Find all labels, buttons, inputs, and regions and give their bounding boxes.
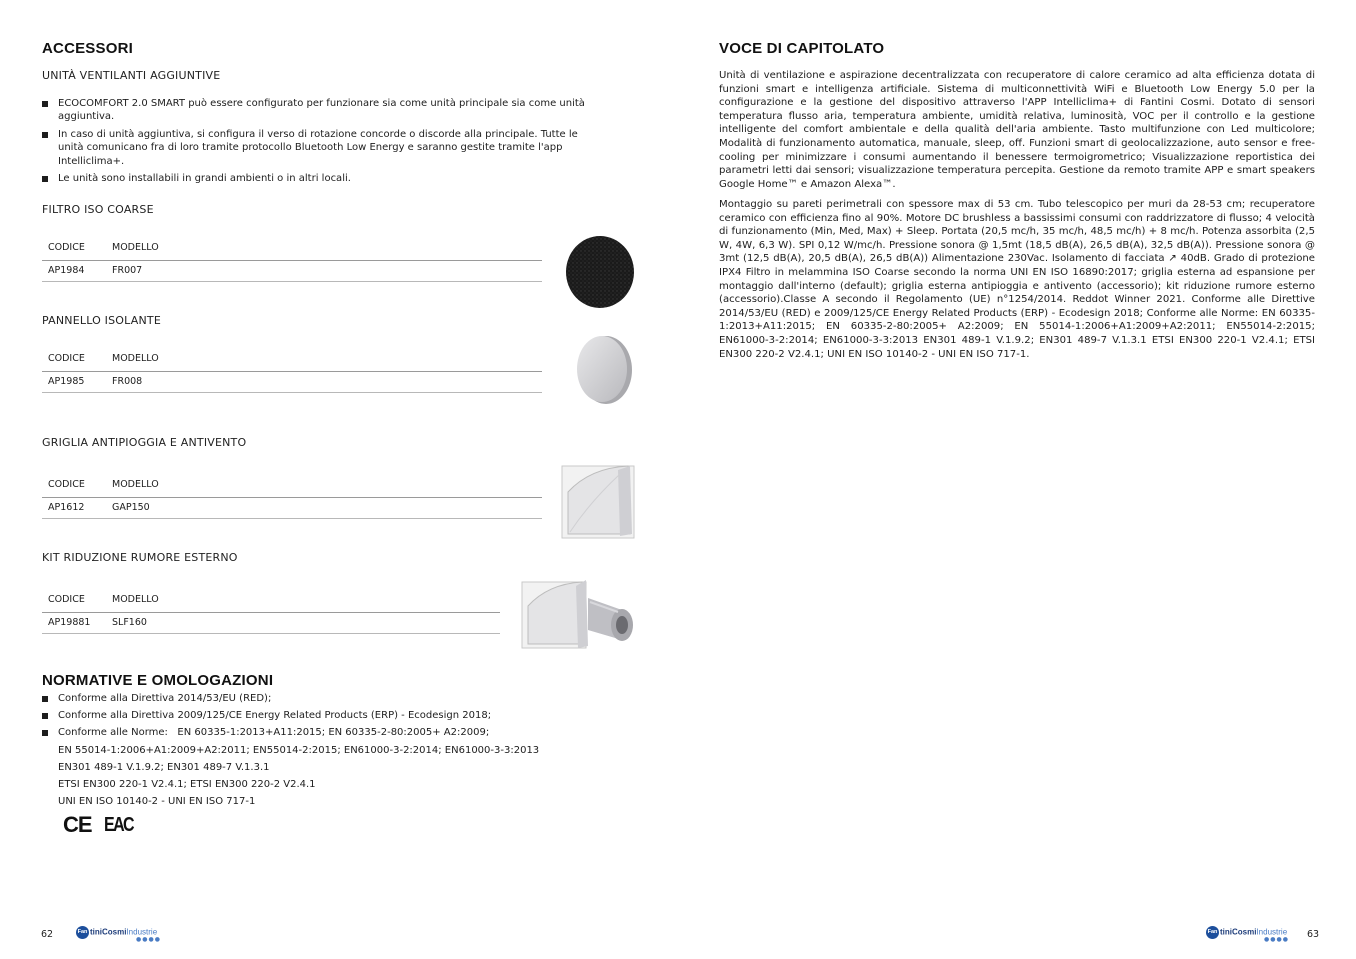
cell-codice: AP1985 xyxy=(48,376,85,387)
rain-grille-image xyxy=(560,462,638,542)
logo-dots-icon: ●●●● xyxy=(1264,936,1289,943)
normative-list xyxy=(42,692,642,743)
table-row xyxy=(42,497,542,519)
fantini-cosmi-logo-left: Fan tiniCosmiIndustrie xyxy=(76,926,157,939)
list-item: In caso di unità aggiuntiva, si configura il verso di rotazione concorde o discorde alla principale. Tutte le unità comunicano fra di loro tramite protocollo Bluetooth Low Energy e saranno gestite tramite l'app Intelliclima+. xyxy=(42,128,602,168)
pannello-table xyxy=(42,347,542,393)
cell-codice: AP1984 xyxy=(48,265,85,276)
eac-mark-icon: EAC xyxy=(104,814,133,836)
table-header xyxy=(42,473,542,497)
col-modello: MODELLO xyxy=(112,242,159,253)
col-codice: CODICE xyxy=(48,479,85,490)
accessori-bullet-list xyxy=(42,97,602,189)
cell-modello: GAP150 xyxy=(112,502,150,513)
noise-kit-image xyxy=(518,576,638,654)
logo-dots-icon: ●●●● xyxy=(136,936,161,943)
section-title-pannello: PANNELLO ISOLANTE xyxy=(42,314,161,327)
voce-capitolato-title: VOCE DI CAPITOLATO xyxy=(719,40,885,57)
normative-title: NORMATIVE E OMOLOGAZIONI xyxy=(42,672,274,689)
table-row xyxy=(42,612,500,634)
page-number-right: 63 xyxy=(1307,929,1320,940)
bullet-square-icon xyxy=(42,713,48,719)
list-item: Conforme alla Direttiva 2009/125/CE Energy Related Products (ERP) - Ecodesign 2018; xyxy=(42,709,642,722)
logo-circle-icon: Fan xyxy=(76,926,89,939)
col-modello: MODELLO xyxy=(112,594,159,605)
cell-codice: AP1612 xyxy=(48,502,85,513)
table-header xyxy=(42,236,542,260)
page-number-left: 62 xyxy=(41,929,54,940)
cell-codice: AP19881 xyxy=(48,617,91,628)
col-codice: CODICE xyxy=(48,594,85,605)
normative-continuation: EN 55014-1:2006+A1:2009+A2:2011; EN55014-2:2015; EN61000-3-2:2014; EN61000-3-3:2013 EN301 489-1 V.1.9.2; EN301 489-7 V.1.3.1 ETSI EN300 220-1 V2.4.1; ETSI EN300 220-2 V2.4.1 UNI EN ISO 10140-2 - UNI EN ISO 717-1 xyxy=(58,745,540,807)
section-title-griglia: GRIGLIA ANTIPIOGGIA E ANTIVENTO xyxy=(42,436,247,449)
logo-circle-icon: Fan xyxy=(1206,926,1219,939)
col-codice: CODICE xyxy=(48,242,85,253)
filter-disc-image xyxy=(560,230,640,312)
section-title-kit: KIT RIDUZIONE RUMORE ESTERNO xyxy=(42,551,238,564)
capitolato-paragraph-2: Montaggio su pareti perimetrali con spessore max di 53 cm. Tubo telescopico per muri da 28-53 cm; recuperatore ceramico con efficienza fino al 90%. Motore DC brushless a bassissimi consumi con raddrizzatore di flusso; 4 velocità di funzionamento (Min, Med, Max) + Sleep. Portata (20,5 mc/h, 35 mc/h, 48,5 mc/h) + 8 mc/h. Potenza assorbita (2,5 W, 4W, 6,3 W). SPI 0,12 W/mc/h. Pressione sonora @ 1,5mt (18,5 dB(A), 26,5 dB(A), 32,5 dB(A)). Pressione sonora @ 3mt (12,5 dB(A), 20,5 dB(A), 26,5 dB(A)) Alimentazione 230Vac. Isolamento di facciata ↗ 40dB. Grado di protezione IPX4 Filtro in melammina ISO Coarse secondo la norma UNI EN ISO 16890:2017; griglia esterna ad espansione per montaggio dall'interno (default); griglia esterna antipioggia e antivento (accessorio); kit riduzione rumore esterno (accessorio).Classe A secondo il Regolamento (UE) n°1254/2014. Reddot Winner 2021. Conforme alle Direttive 2014/53/EU (RED) e 2009/125/CE Energy Related Products (ERP) - Ecodesign 2018; Conforme alle Norme: EN 60335-1:2013+A11:2015; EN 60335-2-80:2005+ A2:2009; EN 55014-1:2006+A1:2009+A2:2011; EN55014-2:2015; EN61000-3-2:2014; EN61000-3-3:2013 EN301 489-1 V.1.9.2; EN301 489-7 V.1.3.1 ETSI EN300 220-1 V2.4.1; ETSI EN300 220-2 V2.4.1; UNI EN ISO 10140-2 - UNI EN ISO 717-1. xyxy=(719,199,1315,360)
list-item: Conforme alle Norme: EN 60335-1:2013+A11:2015; EN 60335-2-80:2005+ A2:2009; xyxy=(42,726,642,739)
section-title-filtro: FILTRO ISO COARSE xyxy=(42,203,154,216)
list-item: Conforme alla Direttiva 2014/53/EU (RED); xyxy=(42,692,642,705)
unita-ventilanti-title: UNITÀ VENTILANTI AGGIUNTIVE xyxy=(42,69,221,82)
fantini-cosmi-logo-right: Fan tiniCosmiIndustrie xyxy=(1206,926,1287,939)
col-modello: MODELLO xyxy=(112,353,159,364)
list-item: Le unità sono installabili in grandi ambienti o in altri locali. xyxy=(42,172,602,185)
col-modello: MODELLO xyxy=(112,479,159,490)
griglia-table xyxy=(42,473,542,519)
insulating-panel-image xyxy=(572,332,636,408)
cell-modello: SLF160 xyxy=(112,617,147,628)
kit-table xyxy=(42,588,500,634)
capitolato-paragraph-1: Unità di ventilazione e aspirazione decentralizzata con recuperatore di calore ceramico ad alta efficienza dotata di funzioni smart e intelligenza artificiale. Sistema di multiconnettività WiFi e Bluetooth Low Energy 5.0 per la configurazione e la gestione del dispositivo attraverso l'APP Intelliclima+ di Fantini Cosmi. Dotato di sensori temperatura flusso aria, temperatura ambiente, umidità relativa, luminosità, VOC per il controllo e la gestione intelligente del comfort ambientale e della qualità dell'aria ambiente. Tasto multifunzione con Led multicolore; Modalità di funzionamento automatica, manuale, sleep, off. Funzioni smart di geolocalizzazione, auto sensor e free-cooling per minimizzare i consumi aumentando il benessere termoigrometrico; Visualizzazione reportistica dei parametri letti dai sensori; visualizzazione temperatura percepita. Gestione da remoto tramite APP e smart speakers Google Home™ e Amazon Alexa™. xyxy=(719,70,1315,190)
bullet-square-icon xyxy=(42,176,48,182)
list-item: ECOCOMFORT 2.0 SMART può essere configurato per funzionare sia come unità principale sia come unità aggiuntiva. xyxy=(42,97,602,124)
bullet-square-icon xyxy=(42,730,48,736)
table-row xyxy=(42,371,542,393)
filtro-table xyxy=(42,236,542,282)
table-header xyxy=(42,588,500,612)
cell-modello: FR007 xyxy=(112,265,143,276)
bullet-square-icon xyxy=(42,132,48,138)
bullet-square-icon xyxy=(42,696,48,702)
accessori-title: ACCESSORI xyxy=(42,40,133,57)
bullet-square-icon xyxy=(42,101,48,107)
cell-modello: FR008 xyxy=(112,376,143,387)
ce-mark-icon: CE xyxy=(63,812,92,837)
table-header xyxy=(42,347,542,371)
col-codice: CODICE xyxy=(48,353,85,364)
table-row xyxy=(42,260,542,282)
